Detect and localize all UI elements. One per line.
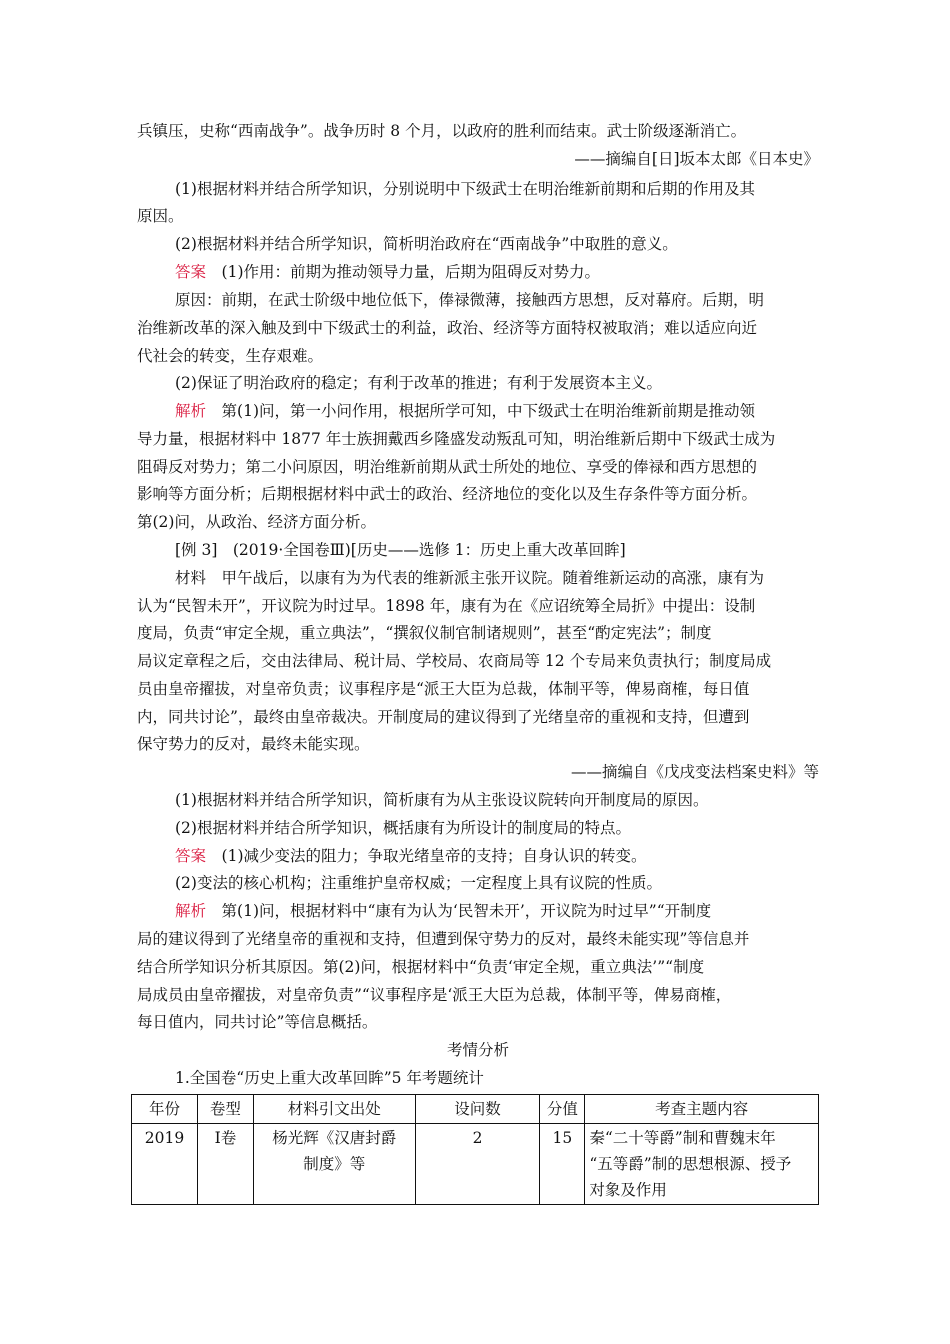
cell-topic-line: 秦“二十等爵”制和曹魏末年 [589, 1129, 776, 1147]
header-topic: 考查主题内容 [585, 1095, 819, 1124]
question-2: (2)根据材料并结合所学知识，概括康有为所设计的制度局的特点。 [175, 819, 631, 837]
citation: ——摘编自《戊戌变法档案史料》等 [570, 763, 819, 781]
analysis-line [175, 900, 819, 922]
cell-source-line: 制度》等 [303, 1155, 366, 1173]
header-paper: 卷型 [197, 1095, 253, 1124]
table-caption: 1.全国卷“历史上重大改革回眸”5 年考题统计 [175, 1069, 484, 1087]
cell-questions: 2 [415, 1124, 540, 1205]
paragraph-line: 原因。 [137, 207, 184, 225]
cell-year: 2019 [132, 1124, 198, 1205]
cell-topic-line: “五等爵”制的思想根源、授予 [589, 1155, 792, 1173]
table-header-row [132, 1095, 819, 1124]
header-year: 年份 [132, 1095, 198, 1124]
header-source: 材料引文出处 [253, 1095, 415, 1124]
paragraph-line: 导力量，根据材料中 1877 年士族拥戴西乡隆盛发动叛乱可知，明治维新后期中下级武士成为 [137, 430, 776, 448]
paragraph-line: (2)保证了明治政府的稳定；有利于改革的推进；有利于发展资本主义。 [175, 374, 662, 392]
answer-label: 答案 [175, 263, 207, 281]
paragraph-line: 影响等方面分析；后期根据材料中武士的政治、经济地位的变化以及生存条件等方面分析。 [137, 485, 758, 503]
question-1: (1)根据材料并结合所学知识，分别说明中下级武士在明治维新前期和后期的作用及其 [175, 180, 755, 198]
example-heading: [例 3] (2019·全国卷Ⅲ)[历史——选修 1：历史上重大改革回眸] [175, 541, 626, 559]
section-title: 考情分析 [446, 1041, 509, 1059]
analysis-line [175, 400, 819, 422]
answer-label: 答案 [175, 847, 207, 865]
paragraph-line: 认为“民智未开”，开议院为时过早。1898 年，康有为在《应诏统筹全局折》中提出：设制 [137, 597, 756, 615]
table-row [132, 1124, 819, 1205]
cell-score: 15 [540, 1124, 585, 1205]
answer-line [175, 845, 819, 867]
citation: ——摘编自[日]坂本太郎《日本史》 [574, 150, 819, 168]
paragraph-line: 员由皇帝擢拔，对皇帝负责；议事程序是“派王大臣为总裁，体制平等，俾易商榷，每日值 [137, 680, 750, 698]
cell-topic [585, 1124, 819, 1205]
paragraph-line: 阻碍反对势力；第二小问原因，明治维新前期从武士所处的地位、享受的俸禄和西方思想的 [137, 458, 758, 476]
cell-source [253, 1124, 415, 1205]
analysis-label: 解析 [175, 402, 207, 420]
exam-statistics-table [131, 1094, 819, 1205]
cell-topic-line: 对象及作用 [589, 1181, 667, 1199]
paragraph-line: 原因：前期，在武士阶级中地位低下，俸禄微薄，接触西方思想，反对幕府。后期，明 [175, 291, 765, 309]
paragraph-line: (2)变法的核心机构；注重维护皇帝权威；一定程度上具有议院的性质。 [175, 874, 662, 892]
answer-text: (1)减少变法的阻力；争取光绪皇帝的支持；自身认识的转变。 [221, 847, 647, 865]
question-2: (2)根据材料并结合所学知识，简析明治政府在“西南战争”中取胜的意义。 [175, 235, 678, 253]
header-score: 分值 [540, 1095, 585, 1124]
analysis-text: 第(1)问，根据材料中“康有为认为‘民智未开’，开议院为时过早”“开制度 [221, 902, 712, 920]
paragraph-line: 代社会的转变，生存艰难。 [137, 347, 324, 365]
paragraph-line: 局议定章程之后，交由法律局、税计局、学校局、农商局等 12 个专局来负责执行；制度局成 [137, 652, 772, 670]
paragraph-line: 兵镇压，史称“西南战争”。战争历时 8 个月，以政府的胜利而结束。武士阶级逐渐消亡。 [137, 122, 747, 140]
header-questions: 设问数 [415, 1095, 540, 1124]
question-1: (1)根据材料并结合所学知识，简析康有为从主张设议院转向开制度局的原因。 [175, 791, 709, 809]
cell-source-line: 杨光辉《汉唐封爵 [272, 1129, 397, 1147]
answer-line [175, 261, 819, 283]
paragraph-line: 局的建议得到了光绪皇帝的重视和支持，但遭到保守势力的反对，最终未能实现”等信息并 [137, 930, 750, 948]
paragraph-line: 材料 甲午战后，以康有为为代表的维新派主张开议院。随着维新运动的高涨，康有为 [175, 569, 765, 587]
paragraph-line: 第(2)问，从政治、经济方面分析。 [137, 513, 376, 531]
analysis-text: 第(1)问，第一小问作用，根据所学可知，中下级武士在明治维新前期是推动领 [221, 402, 755, 420]
paragraph-line: 每日值内，同共讨论”等信息概括。 [137, 1013, 378, 1031]
analysis-label: 解析 [175, 902, 207, 920]
answer-text: (1)作用：前期为推动领导力量，后期为阻碍反对势力。 [221, 263, 600, 281]
paragraph-line: 结合所学知识分析其原因。第(2)问，根据材料中“负责‘审定全规，重立典法’”“制度 [137, 958, 705, 976]
paragraph-line: 局成员由皇帝擢拔，对皇帝负责”“议事程序是‘派王大臣为总裁，体制平等，俾易商榷， [137, 986, 732, 1004]
paragraph-line: 内，同共讨论”，最终由皇帝裁决。开制度局的建议得到了光绪皇帝的重视和支持，但遭到 [137, 708, 750, 726]
cell-paper: Ⅰ卷 [197, 1124, 253, 1205]
paragraph-line: 保守势力的反对，最终未能实现。 [137, 735, 370, 753]
paragraph-line: 治维新改革的深入触及到中下级武士的利益，政治、经济等方面特权被取消；难以适应向近 [137, 319, 758, 337]
paragraph-line: 度局，负责“审定全规，重立典法”，“撰叙仪制官制诸规则”，甚至“酌定宪法”；制度 [137, 624, 712, 642]
